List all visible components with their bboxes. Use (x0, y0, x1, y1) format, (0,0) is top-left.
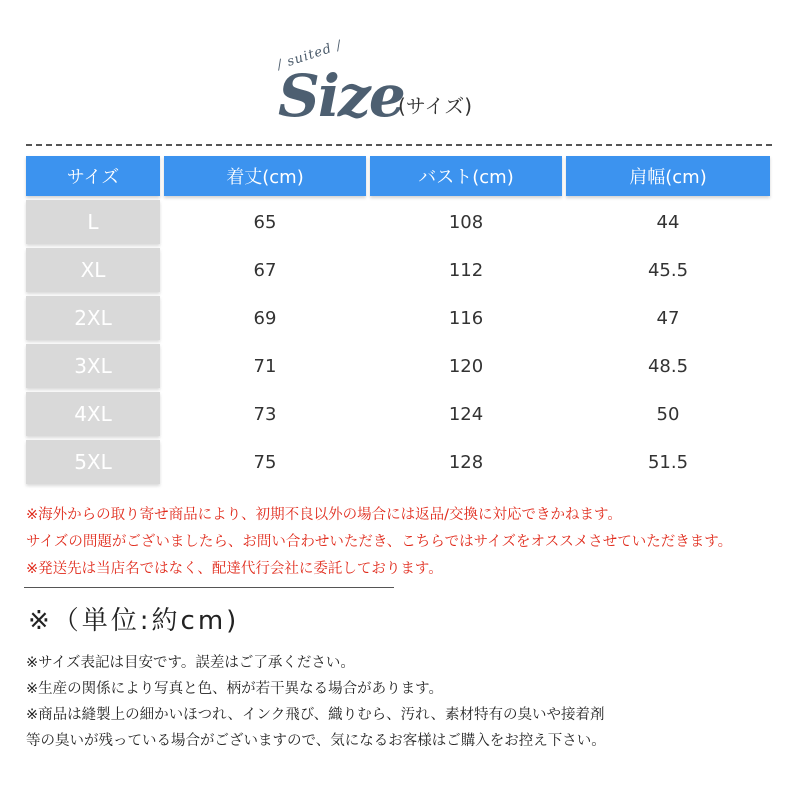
cell-bust: 124 (448, 403, 484, 425)
info-notes (26, 650, 786, 754)
header-bust: バスト(cm) (370, 156, 562, 196)
cell-bust: 112 (448, 259, 484, 281)
size-title (262, 41, 562, 134)
table-row (26, 248, 770, 292)
table-row (26, 440, 770, 484)
table-row (26, 392, 770, 436)
title-main-word: Size (278, 62, 404, 130)
table-row (26, 296, 770, 340)
warning-note-line: ※発送先は当店名ではなく、配達代行会社に委託しております。 (26, 561, 443, 577)
cell-bust: 120 (448, 355, 484, 377)
cell-length: 75 (253, 451, 277, 473)
info-note-line: ※商品は縫製上の細かいほつれ、インク飛び、織りむら、汚れ、素材特有の臭いや接着剤 (26, 707, 605, 723)
table-row (26, 200, 770, 244)
horizontal-divider (24, 587, 394, 588)
row-size-label: 2XL (26, 296, 160, 340)
row-size-label: 5XL (26, 440, 160, 484)
info-note-line: ※生産の関係により写真と色、柄が若干異なる場合があります。 (26, 681, 443, 697)
header-length: 着丈(cm) (164, 156, 366, 196)
info-note-line: ※サイズ表記は目安です。誤差はご了承ください。 (26, 655, 355, 671)
cell-shoulder: 45.5 (647, 259, 689, 281)
cell-length: 67 (253, 259, 277, 281)
table-row (26, 344, 770, 388)
table-header-row (26, 156, 770, 196)
cell-shoulder: 47 (656, 307, 680, 329)
title-script-text: / suited / (275, 38, 344, 73)
cell-shoulder: 51.5 (647, 451, 689, 473)
cell-length: 69 (253, 307, 277, 329)
cell-bust: 108 (448, 211, 484, 233)
cell-length: 65 (253, 211, 277, 233)
cell-shoulder: 48.5 (647, 355, 689, 377)
row-size-label: 4XL (26, 392, 160, 436)
row-size-label: XL (26, 248, 160, 292)
dashed-divider (26, 144, 772, 146)
row-size-label: L (26, 200, 160, 244)
warning-note-line: ※海外からの取り寄せ商品により、初期不良以外の場合には返品/交換に対応できかねます。 (26, 507, 622, 523)
cell-bust: 116 (448, 307, 484, 329)
cell-shoulder: 50 (656, 403, 680, 425)
warning-notes (26, 502, 786, 583)
info-note-line: 等の臭いが残っている場合がございますので、気になるお客様はご購入をお控え下さい。 (26, 733, 606, 749)
cell-bust: 128 (448, 451, 484, 473)
header-shoulder: 肩幅(cm) (566, 156, 770, 196)
header-size: サイズ (26, 156, 160, 196)
title-subtitle: (サイズ) (398, 94, 473, 118)
unit-label: ※（単位:約cm) (28, 606, 240, 636)
cell-shoulder: 44 (656, 211, 680, 233)
cell-length: 73 (253, 403, 277, 425)
row-size-label: 3XL (26, 344, 160, 388)
warning-note-line: サイズの問題がございましたら、お問い合わせいただき、こちらではサイズをオススメさせていただきます。 (26, 534, 733, 550)
cell-length: 71 (253, 355, 277, 377)
size-table (22, 152, 774, 488)
